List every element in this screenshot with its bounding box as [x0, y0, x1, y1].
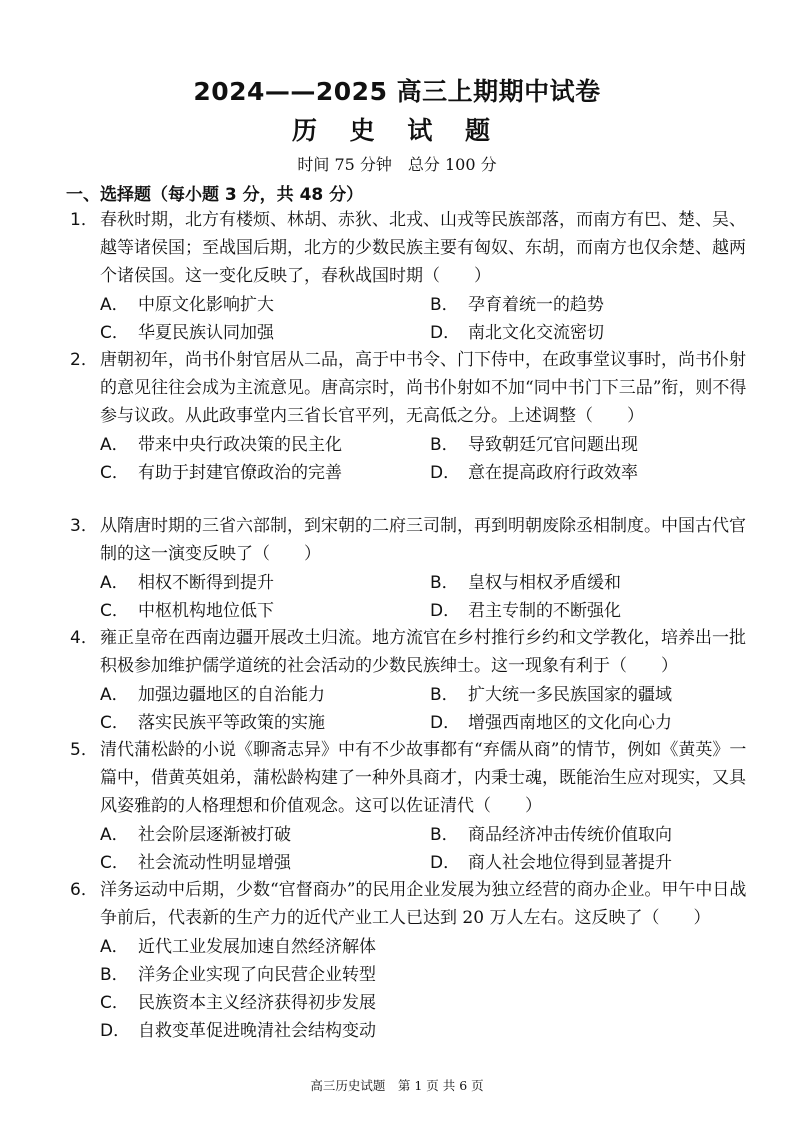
option-b[interactable]: B． 商品经济冲击传统价值取向: [430, 825, 672, 845]
question-2: [70, 346, 760, 487]
question-stem: [70, 624, 760, 680]
question-number: 6．: [70, 880, 98, 900]
question-stem: [70, 512, 760, 568]
option-b[interactable]: B． 孕育着统一的趋势: [430, 295, 604, 315]
option-b[interactable]: B． 洋务企业实现了向民营企业转型: [100, 965, 376, 985]
question-3: [70, 512, 760, 625]
exam-subject-title: 历 史 试 题: [291, 116, 503, 145]
question-text: 清代蒲松龄的小说《聊斋志异》中有不少故事都有“弃儒从商”的情节，例如《黄英》一篇中，借黄英姐弟，蒲松龄构建了一种外具商才，内秉士魂，既能治生应对现实，又具风姿雅韵的人格理想和价值观念。这可以佐证清代（ ）: [100, 740, 747, 816]
question-text: 雍正皇帝在西南边疆开展改土归流。地方流官在乡村推行乡约和文学教化，培养出一批积极参加维护儒学道统的社会活动的少数民族绅士。这一现象有利于（ ）: [100, 628, 746, 676]
question-4: [70, 624, 760, 737]
option-d[interactable]: D． 君主专制的不断强化: [430, 601, 621, 621]
option-c[interactable]: C． 社会流动性明显增强: [100, 853, 291, 873]
option-c[interactable]: C． 有助于封建官僚政治的完善: [100, 463, 342, 483]
option-list: [100, 291, 760, 347]
option-c[interactable]: C． 落实民族平等政策的实施: [100, 713, 325, 733]
option-d[interactable]: D． 商人社会地位得到显著提升: [430, 853, 672, 873]
option-list: [100, 821, 760, 877]
question-stem: [70, 206, 760, 290]
section-heading: 一、选择题（每小题 3 分，共 48 分）: [66, 185, 364, 205]
exam-title: 2024——2025 高三上期期中试卷: [193, 77, 601, 106]
question-text: 唐朝初年，尚书仆射官居从二品，高于中书令、门下侍中，在政事堂议事时，尚书仆射的意见往往会成为主流意见。唐高宗时，尚书仆射如不加“同中书门下三品”衔，则不得参与议政。从此政事堂内三省长官平列，无高低之分。上述调整（ ）: [100, 350, 747, 426]
option-d[interactable]: D． 增强西南地区的文化向心力: [430, 713, 672, 733]
question-text: 春秋时期，北方有楼烦、林胡、赤狄、北戎、山戎等民族部落，而南方有巴、楚、吴、越等诸侯国；至战国后期，北方的少数民族主要有匈奴、东胡，而南方也仅余楚、越两个诸侯国。这一变化反映了，春秋战国时期（ ）: [100, 210, 746, 286]
question-stem: [70, 736, 760, 820]
question-6: [70, 876, 760, 1045]
option-b[interactable]: B． 皇权与相权矛盾缓和: [430, 573, 621, 593]
option-c[interactable]: C． 华夏民族认同加强: [100, 323, 274, 343]
option-a[interactable]: A． 带来中央行政决策的民主化: [100, 435, 342, 455]
option-b[interactable]: B． 扩大统一多民族国家的疆域: [430, 685, 672, 705]
page-footer: 高三历史试题 第 1 页 共 6 页: [310, 1078, 484, 1093]
option-list: [100, 431, 760, 487]
exam-time-and-score: 时间 75 分钟 总分 100 分: [297, 155, 497, 174]
question-5: [70, 736, 760, 877]
option-list: [100, 933, 760, 1045]
option-c[interactable]: C． 民族资本主义经济获得初步发展: [100, 993, 376, 1013]
option-a[interactable]: A． 近代工业发展加速自然经济解体: [100, 937, 376, 957]
question-stem: [70, 346, 760, 430]
option-d[interactable]: D． 意在提高政府行政效率: [430, 463, 638, 483]
question-number: 4．: [70, 628, 98, 648]
option-list: [100, 569, 760, 625]
question-stem: [70, 876, 760, 932]
option-a[interactable]: A． 加强边疆地区的自治能力: [100, 685, 325, 705]
option-c[interactable]: C． 中枢机构地位低下: [100, 601, 274, 621]
question-text: 从隋唐时期的三省六部制，到宋朝的二府三司制，再到明朝废除丞相制度。中国古代官制的这一演变反映了（ ）: [100, 516, 746, 564]
question-1: [70, 206, 760, 347]
option-list: [100, 681, 760, 737]
question-number: 2．: [70, 350, 98, 370]
question-number: 5．: [70, 740, 98, 760]
option-a[interactable]: A． 相权不断得到提升: [100, 573, 274, 593]
option-a[interactable]: A． 社会阶层逐渐被打破: [100, 825, 291, 845]
question-number: 3．: [70, 516, 98, 536]
question-text: 洋务运动中后期，少数“官督商办”的民用企业发展为独立经营的商办企业。甲午中日战争前后，代表新的生产力的近代产业工人已达到 20 万人左右。这反映了（ ）: [100, 880, 747, 928]
option-d[interactable]: D． 南北文化交流密切: [430, 323, 604, 343]
option-b[interactable]: B． 导致朝廷冗官问题出现: [430, 435, 638, 455]
option-a[interactable]: A． 中原文化影响扩大: [100, 295, 274, 315]
option-d[interactable]: D． 自救变革促进晚清社会结构变动: [100, 1021, 376, 1041]
question-number: 1．: [70, 210, 98, 230]
